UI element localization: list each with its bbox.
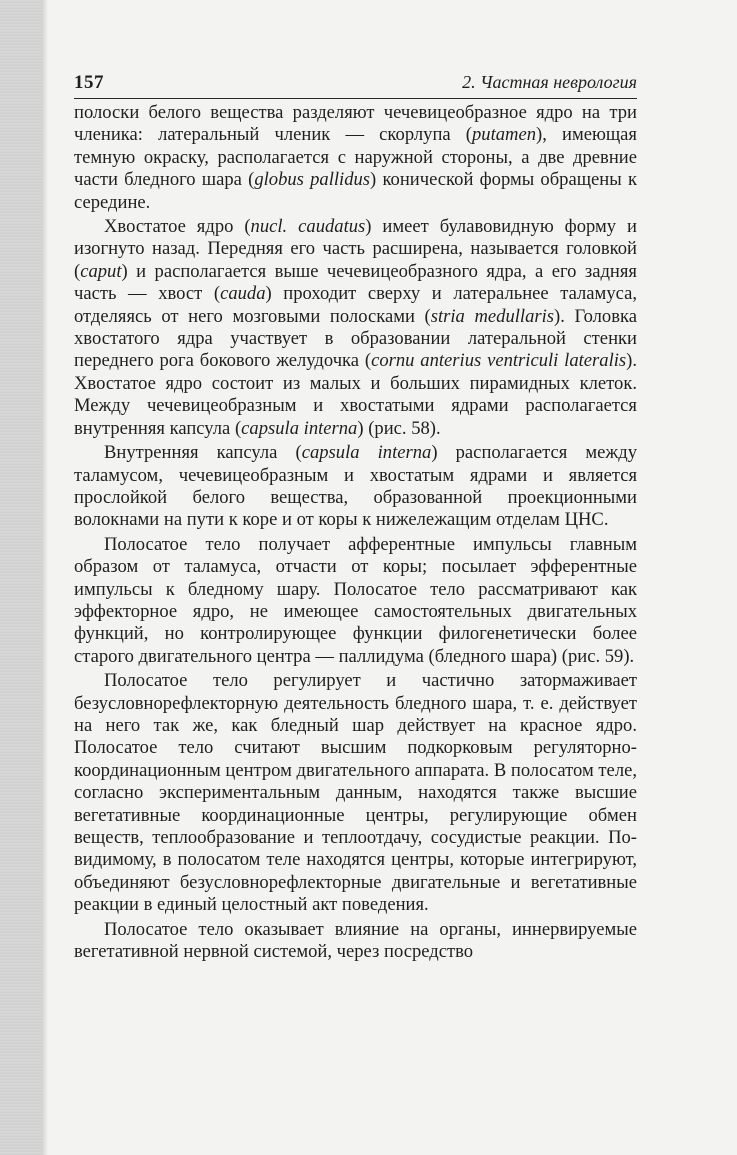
text-run: ). Хвостатое ядро состоит из малых и больших пирамидных клеток. Между чечевицеобразным и хвостатыми ядрами располагается внутренняя капсула (: [74, 350, 637, 439]
running-title: 2. Частная неврология: [462, 72, 637, 92]
paragraph: [74, 442, 637, 532]
text-run: ) имеет булавовидную форму и изогнуто назад. Передняя его часть расширена, называется головкой (: [74, 216, 637, 282]
latin-term: cornu anterius ventriculi lateralis: [371, 350, 627, 372]
text-run: Внутренняя капсула (: [104, 442, 302, 464]
text-run: ) и располагается выше чечевицеобразного ядра, а его задняя часть — хвост (: [74, 260, 637, 305]
paragraph: [74, 534, 637, 668]
paragraph: [74, 919, 637, 964]
text-run: ) располагается между таламусом, чечевицеобразным и хвостатым ядрами и является прослойкой белого вещества, образованной проекционными волокнами на пути к коре и от коры к нижележащим отделам ЦНС.: [74, 442, 637, 531]
text-run: ), имеющая темную окраску, располагается с наружной стороны, а две древние части бледного шара (: [74, 124, 637, 191]
latin-term: cauda: [220, 283, 266, 305]
body-text: [74, 102, 637, 963]
latin-term: putamen: [471, 124, 537, 146]
text-run: Полосатое тело получает афферентные импульсы главным образом от таламуса, отчасти от коры; посылает эфферентные импульсы к бледному шару. Полосатое тело рассматривают как эффекторное ядро, не имеющее самостоятельных двигательных функций, но контролирующее функции филогенетически более старого двигательного центра — паллидума (бледного шара) (рис. 59).: [74, 533, 637, 667]
text-run: Полосатое тело оказывает влияние на органы, иннервируемые вегетативной нервной системой, через посредство: [74, 918, 637, 963]
paragraph: [74, 670, 637, 916]
text-run: ). Головка хвостатого ядра участвует в образовании латеральной стенки переднего рога бокового желудочка (: [74, 305, 637, 372]
latin-term: globus pallidus: [254, 169, 371, 191]
running-header: [74, 72, 637, 99]
text-run: Полосатое тело регулирует и частично затормаживает безусловнорефлекторную деятельность бледного шара, т. е. действует на него так же, как бледный шар действует на красное ядро. Полосатое тело считают высшим подкорковым регуляторно-координационным центром двигательного аппарата. В полосатом теле, согласно экспериментальным данным, находятся также высшие вегетативные координационные центры, регулирующие обмен веществ, теплообразование и теплоотдачу, сосудистые реакции. По-видимому, в полосатом теле находятся центры, которые интегрируют, объединяют безусловнорефлекторные двигательные и вегетативные реакции в единый целостный акт поведения.: [74, 670, 637, 916]
paragraph: [74, 216, 637, 440]
text-run: полоски белого вещества разделяют чечевицеобразное ядро на три членика: латеральный членик — скорлупа (: [74, 102, 637, 146]
text-run: Хвостатое ядро (: [104, 216, 251, 238]
scan-edge-shadow: [0, 0, 42, 1155]
text-run: ) (рис. 58).: [357, 417, 441, 439]
latin-term: caput: [80, 260, 122, 282]
book-page: [74, 72, 637, 1082]
page-number: 157: [74, 72, 104, 93]
paragraph: [74, 102, 637, 214]
latin-term: nucl. caudatus: [250, 216, 366, 238]
latin-term: capsula interna: [301, 442, 432, 464]
text-run: ) конической формы обращены к середине.: [74, 169, 637, 213]
text-run: ) проходит сверху и латеральнее таламуса, отделяясь от него мозговыми полосками (: [74, 283, 637, 327]
latin-term: stria medullaris: [430, 305, 555, 327]
latin-term: capsula interna: [241, 417, 358, 439]
